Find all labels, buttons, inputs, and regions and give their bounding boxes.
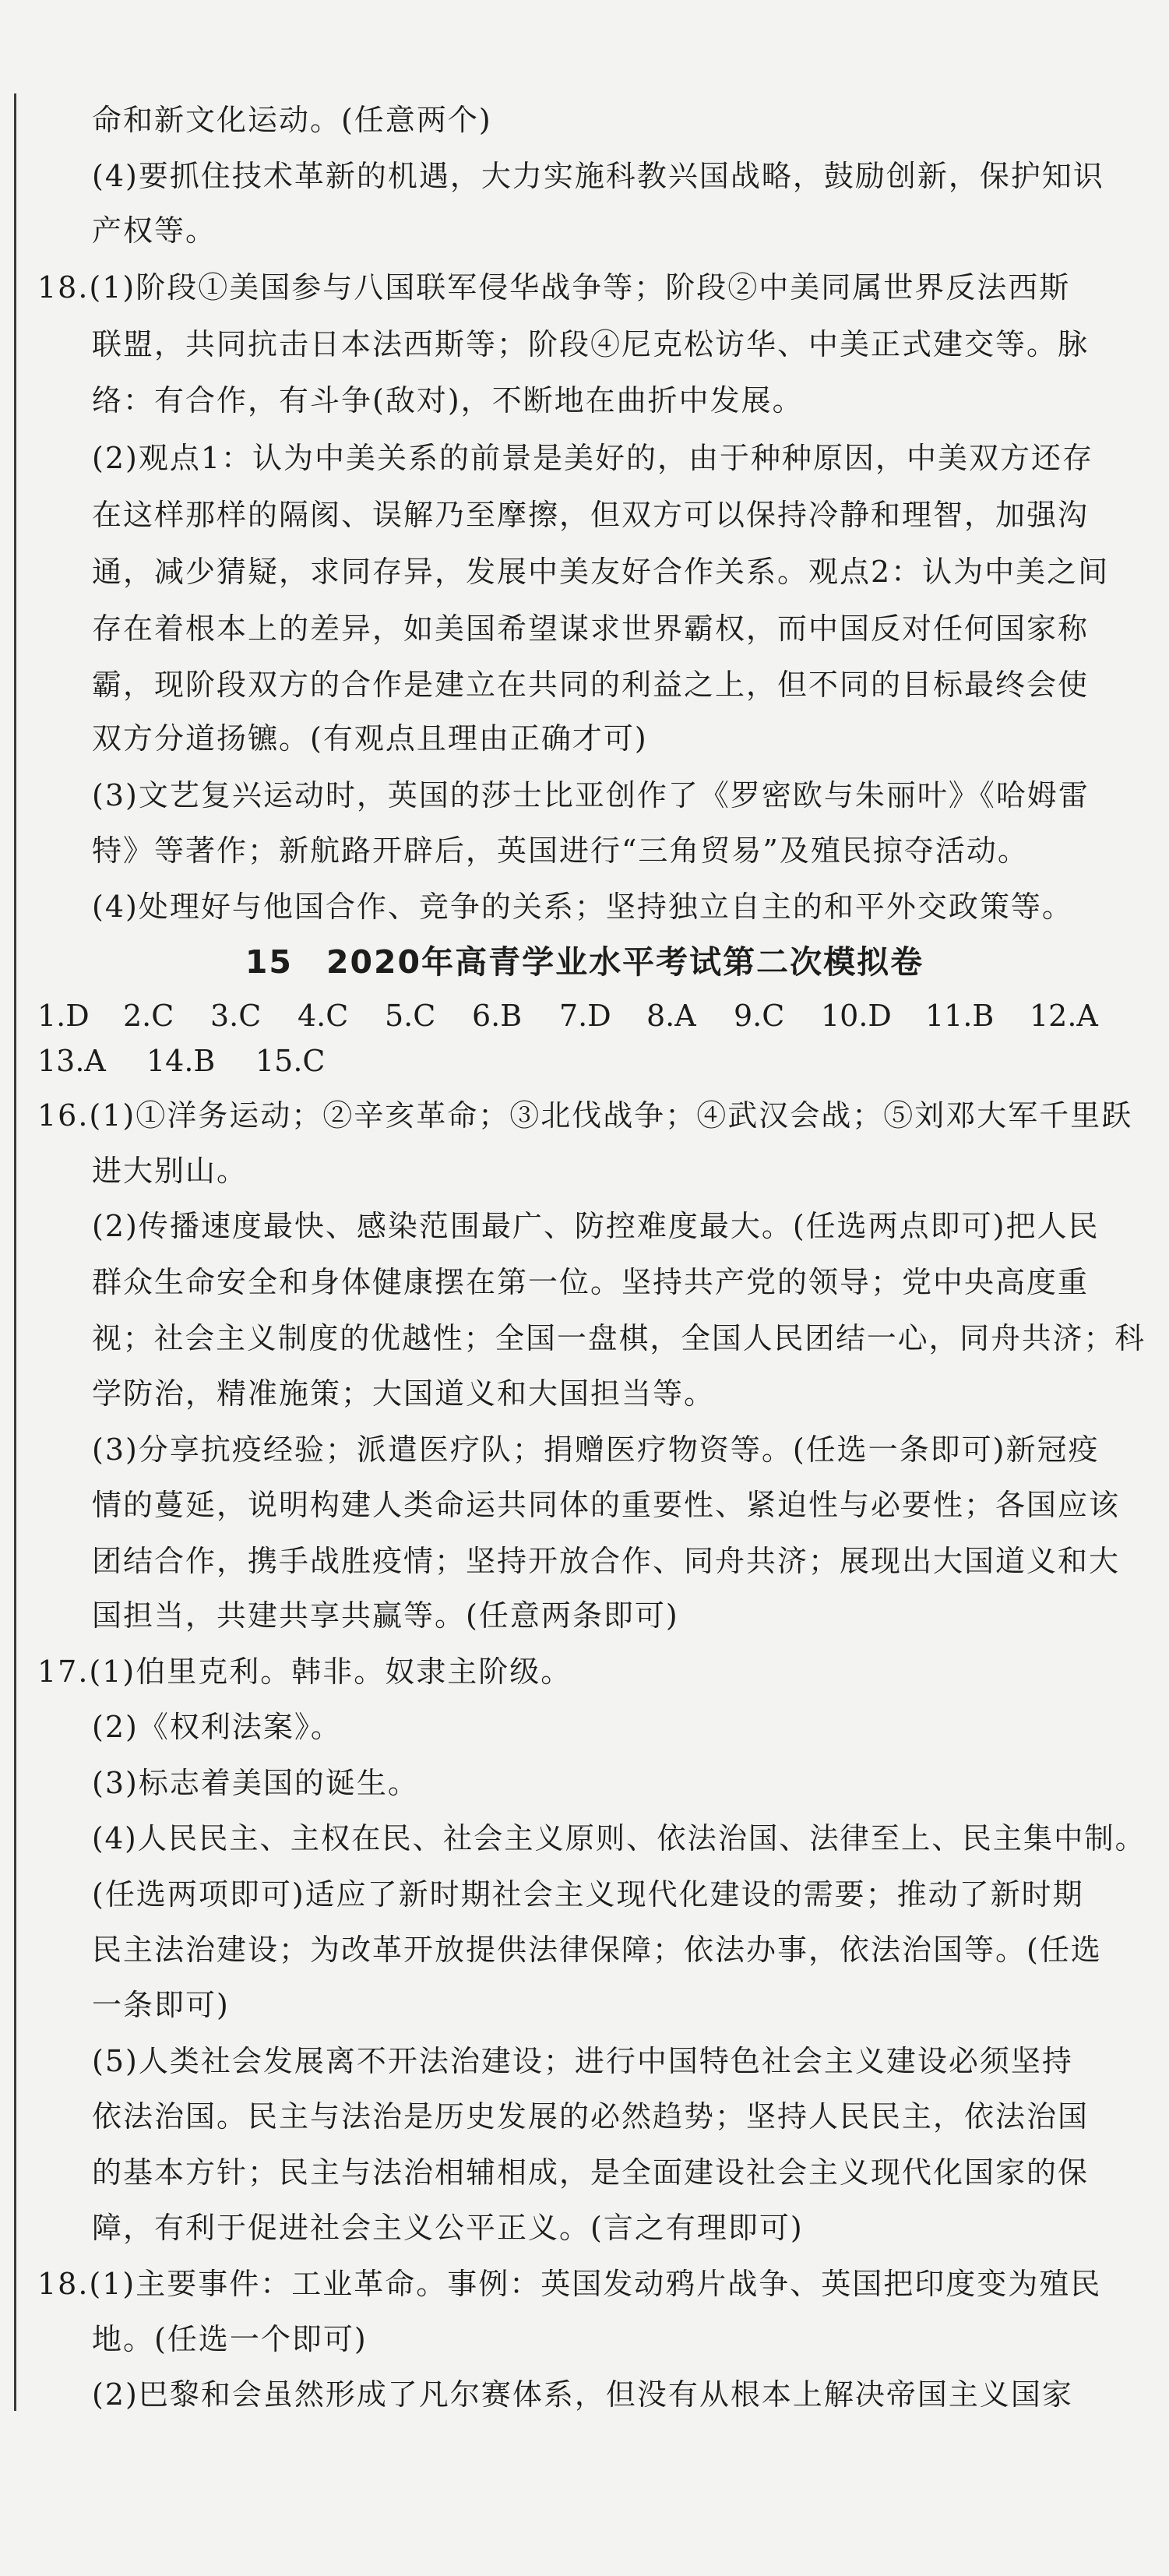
text-line: (2)观点1：认为中美关系的前景是美好的，由于种种原因，中美双方还存 [92,441,1094,475]
mcq-answer: 1.D [37,999,90,1033]
question-18-part-1: 18.(1)阶段①美国参与八国联军侵华战争等；阶段②中美同属世界反法西斯 [37,270,1071,305]
text-line: 霸，现阶段双方的合作是建立在共同的利益之上，但不同的目标最终会使 [92,668,1090,702]
mcq-answer: 9.C [734,999,785,1033]
text-line: 国担当，共建共享共赢等。(任意两条即可) [92,1598,679,1633]
text-line: 学防治，精准施策；大国道义和大国担当等。 [92,1376,716,1411]
mcq-answer: 12.A [1030,999,1098,1033]
text-line: 双方分道扬镳。(有观点且理由正确才可) [92,721,648,756]
text-line: 络：有合作，有斗争(敌对)，不断地在曲折中发展。 [92,383,804,418]
text-line: 特》等著作；新航路开辟后，英国进行“三角贸易”及殖民掠夺活动。 [92,833,1029,868]
text-line: 视；社会主义制度的优越性；全国一盘棋，全国人民团结一心，同舟共济；科 [92,1321,1146,1355]
text-line: (2)巴黎和会虽然形成了凡尔赛体系，但没有从根本上解决帝国主义国家 [92,2377,1073,2412]
text-line: (任选两项即可)适应了新时期社会主义现代化建设的需要；推动了新时期 [92,1877,1084,1912]
text-line: 地。(任选一个即可) [92,2322,368,2356]
mcq-answer: 4.C [298,999,349,1033]
mcq-answer: 5.C [385,999,436,1033]
question-18-part-1-b: 18.(1)主要事件：工业革命。事例：英国发动鸦片战争、英国把印度变为殖民 [37,2267,1102,2301]
left-margin-rule [14,93,16,2411]
text-line: (4)人民民主、主权在民、社会主义原则、依法治国、法律至上、民主集中制。 [92,1821,1146,1855]
mcq-answer: 3.C [210,999,262,1033]
text-line: 在这样那样的隔阂、误解乃至摩擦，但双方可以保持冷静和理智，加强沟 [92,498,1090,532]
text-line: 进大别山。 [92,1154,248,1188]
mcq-answer: 14.B [146,1044,216,1078]
text-line: 情的蔓延，说明构建人类命运共同体的重要性、紧迫性与必要性；各国应该 [92,1488,1121,1522]
text-line: 联盟，共同抗击日本法西斯等；阶段④尼克松访华、中美正式建交等。脉 [92,327,1090,361]
text-line: 依法治国。民主与法治是历史发展的必然趋势；坚持人民民主，依法治国 [92,2099,1090,2134]
mcq-answer: 11.B [925,999,995,1033]
text-line: (4)处理好与他国合作、竞争的关系；坚持独立自主的和平外交政策等。 [92,890,1073,924]
text-line: 一条即可) [92,1988,230,2022]
mcq-answer: 7.D [559,999,611,1033]
mcq-answer: 6.B [472,999,523,1033]
text-line: 产权等。 [92,213,217,248]
text-line: (4)要抓住技术革新的机遇，大力实施科教兴国战略，鼓励创新，保护知识 [92,159,1104,193]
text-line: 群众生命安全和身体健康摆在第一位。坚持共产党的领导；党中央高度重 [92,1265,1090,1299]
text-line: (3)标志着美国的诞生。 [92,1766,419,1800]
text-line: (5)人类社会发展离不开法治建设；进行中国特色社会主义建设必须坚持 [92,2044,1073,2078]
text-line: (2)《权利法案》。 [92,1710,342,1744]
text-line: 的基本方针；民主与法治相辅相成，是全面建设社会主义现代化国家的保 [92,2155,1090,2190]
text-line: 障，有利于促进社会主义公平正义。(言之有理即可) [92,2211,804,2245]
text-line: 存在着根本上的差异，如美国希望谋求世界霸权，而中国反对任何国家称 [92,611,1090,646]
text-line: 通，减少猜疑，求同存异，发展中美友好合作关系。观点2：认为中美之间 [92,555,1110,589]
text-line: (2)传播速度最快、感染范围最广、防控难度最大。(任选两点即可)把人民 [92,1209,1100,1243]
text-line: 命和新文化运动。(任意两个) [92,103,492,137]
question-17-part-1: 17.(1)伯里克利。韩非。奴隶主阶级。 [37,1654,572,1689]
text-line: (3)分享抗疫经验；派遣医疗队；捐赠医疗物资等。(任选一条即可)新冠疫 [92,1432,1100,1467]
question-16-part-1: 16.(1)①洋务运动；②辛亥革命；③北伐战争；④武汉会战；⑤刘邓大军千里跃 [37,1098,1133,1133]
mcq-answer: 13.A [37,1044,106,1078]
mcq-answer: 10.D [821,999,892,1033]
text-line: 团结合作，携手战胜疫情；坚持开放合作、同舟共济；展现出大国道义和大 [92,1544,1121,1578]
section-title: 15 2020年高青学业水平考试第二次模拟卷 [245,943,924,981]
text-line: 民主法治建设；为改革开放提供法律保障；依法办事，依法治国等。(任选 [92,1933,1102,1967]
mcq-answer: 2.C [123,999,174,1033]
mcq-answer: 8.A [646,999,696,1033]
mcq-answer: 15.C [255,1044,326,1078]
text-line: (3)文艺复兴运动时，英国的莎士比亚创作了《罗密欧与朱丽叶》《哈姆雷 [92,778,1090,812]
